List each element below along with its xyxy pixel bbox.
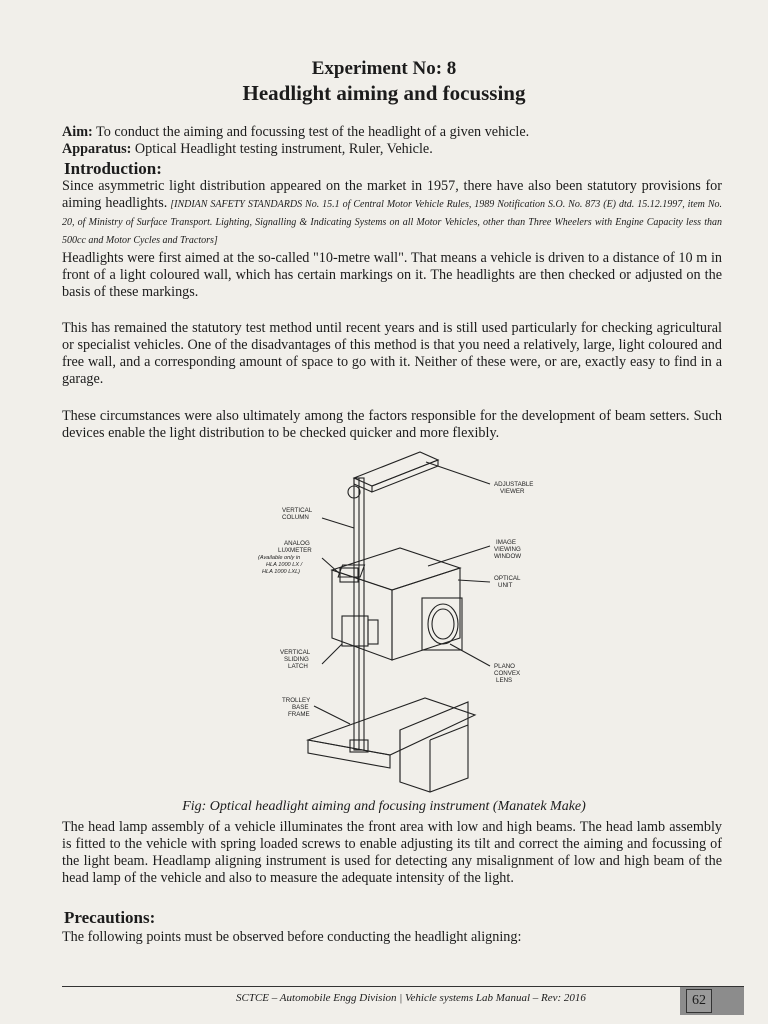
svg-text:VIEWING: VIEWING (494, 546, 521, 553)
base-frame-top (308, 698, 475, 755)
svg-text:HLA 1000 LX /: HLA 1000 LX / (266, 562, 303, 568)
apparatus-label: Apparatus: (62, 141, 132, 157)
label-plano-convex-lens: PLANO (494, 663, 515, 670)
svg-text:CONVEX: CONVEX (494, 670, 521, 677)
svg-text:HLA 1000 LXL): HLA 1000 LXL) (262, 569, 301, 575)
figure-caption: Fig: Optical headlight aiming and focusing instrument (Manatek Make) (182, 799, 586, 814)
aim-line (62, 124, 722, 141)
label-optical-unit: OPTICAL (494, 575, 521, 582)
aim-text: To conduct the aiming and focussing test of the headlight of a given vehicle. (92, 124, 530, 140)
intro-paragraph-1 (62, 178, 722, 249)
svg-text:(Available only in: (Available only in (258, 555, 301, 561)
apparatus-line (62, 141, 722, 158)
adjustable-viewer (354, 452, 438, 486)
optical-unit-front (392, 568, 460, 660)
svg-text:LATCH: LATCH (288, 663, 308, 670)
svg-text:SLIDING: SLIDING (284, 656, 309, 663)
svg-text:COLUMN: COLUMN (282, 514, 309, 521)
svg-text:WINDOW: WINDOW (494, 553, 522, 560)
intro-paragraph-2: Headlights were first aimed at the so-called "10-metre wall". That means a vehicle is driven to a distance of 10 m in front of a light coloured wall, which has certain markings on it. The headlights are then checked or adjusted on the basis of these markings. (62, 250, 722, 300)
label-adjustable-viewer: ADJUSTABLE (494, 481, 534, 488)
label-analog-luxmeter: ANALOG (284, 540, 310, 547)
intro-p1-citation: [INDIAN SAFETY STANDARDS No. 15.1 of Central Motor Vehicle Rules, 1989 Notification S.O. No. 873 (E) dtd. 15.12.1997, item No. 20, of Ministry of Surface Transport. Lighting, Signalling & Indicating Systems on all Motor Vehicles, other than Three Wheelers with Engine Capacity less than 500cc and Motor Cycles and Tractors] (62, 199, 722, 246)
apparatus-text: Optical Headlight testing instrument, Ruler, Vehicle. (131, 141, 433, 157)
footer-text: SCTCE – Automobile Engg Division | Vehicle systems Lab Manual – Rev: 2016 (236, 992, 586, 1004)
aim-label: Aim: (62, 124, 93, 140)
page-number: 62 (686, 989, 712, 1013)
svg-text:LENS: LENS (496, 677, 513, 684)
base-frame-leg (400, 702, 468, 792)
introduction-heading: Introduction: (64, 159, 162, 178)
svg-text:BASE: BASE (292, 704, 309, 711)
label-trolley-base-frame: TROLLEY (282, 697, 311, 704)
intro-paragraph-4: These circumstances were also ultimately among the factors responsible for the development of beam setters. Such devices enable the light distribution to be checked quicker and more flexibly. (62, 408, 722, 441)
precautions-heading: Precautions: (64, 908, 156, 927)
label-vertical-sliding-latch: VERTICAL (280, 649, 311, 656)
body-paragraph: The head lamp assembly of a vehicle illuminates the front area with low and high beams. The head lamb assembly is fitted to the vehicle with spring loaded screws to enable adjusting its tilt and correct the aiming and focussing of the light beam. Headlamp aligning instrument is used for detecting any misalignment of low and high beam of the head lamp of the vehicle and also to measure the adequate intensity of the light. (62, 819, 722, 886)
intro-paragraph-3: This has remained the statutory test method until recent years and is still used particularly for checking agricultural or specialist vehicles. One of the disadvantages of this method is that you need a relatively, large, light coloured and free wall, and a corresponding amount of space to go with it. Neither of these were, or are, exactly easy to find in a garage. (62, 320, 722, 387)
precautions-text: The following points must be observed before conducting the headlight aligning: (62, 929, 522, 945)
experiment-number: Experiment No: 8 (311, 58, 457, 79)
optical-unit-top (332, 548, 460, 590)
svg-text:UNIT: UNIT (498, 582, 513, 589)
footer-rule (62, 986, 744, 987)
page-title: Headlight aiming and focussing (242, 81, 526, 105)
analog-luxmeter (340, 568, 358, 582)
svg-text:VIEWER: VIEWER (500, 488, 525, 495)
svg-text:FRAME: FRAME (288, 711, 310, 718)
label-image-viewing-window: IMAGE (496, 539, 516, 546)
intro-p1-text: Since asymmetric light distribution appeared on the market in 1957, there have also been statutory provisions for aiming headlights. (62, 178, 722, 211)
headlight-tester-figure (250, 440, 550, 795)
svg-text:LUXMETER: LUXMETER (278, 547, 312, 554)
label-vertical-column: VERTICAL (282, 507, 313, 514)
